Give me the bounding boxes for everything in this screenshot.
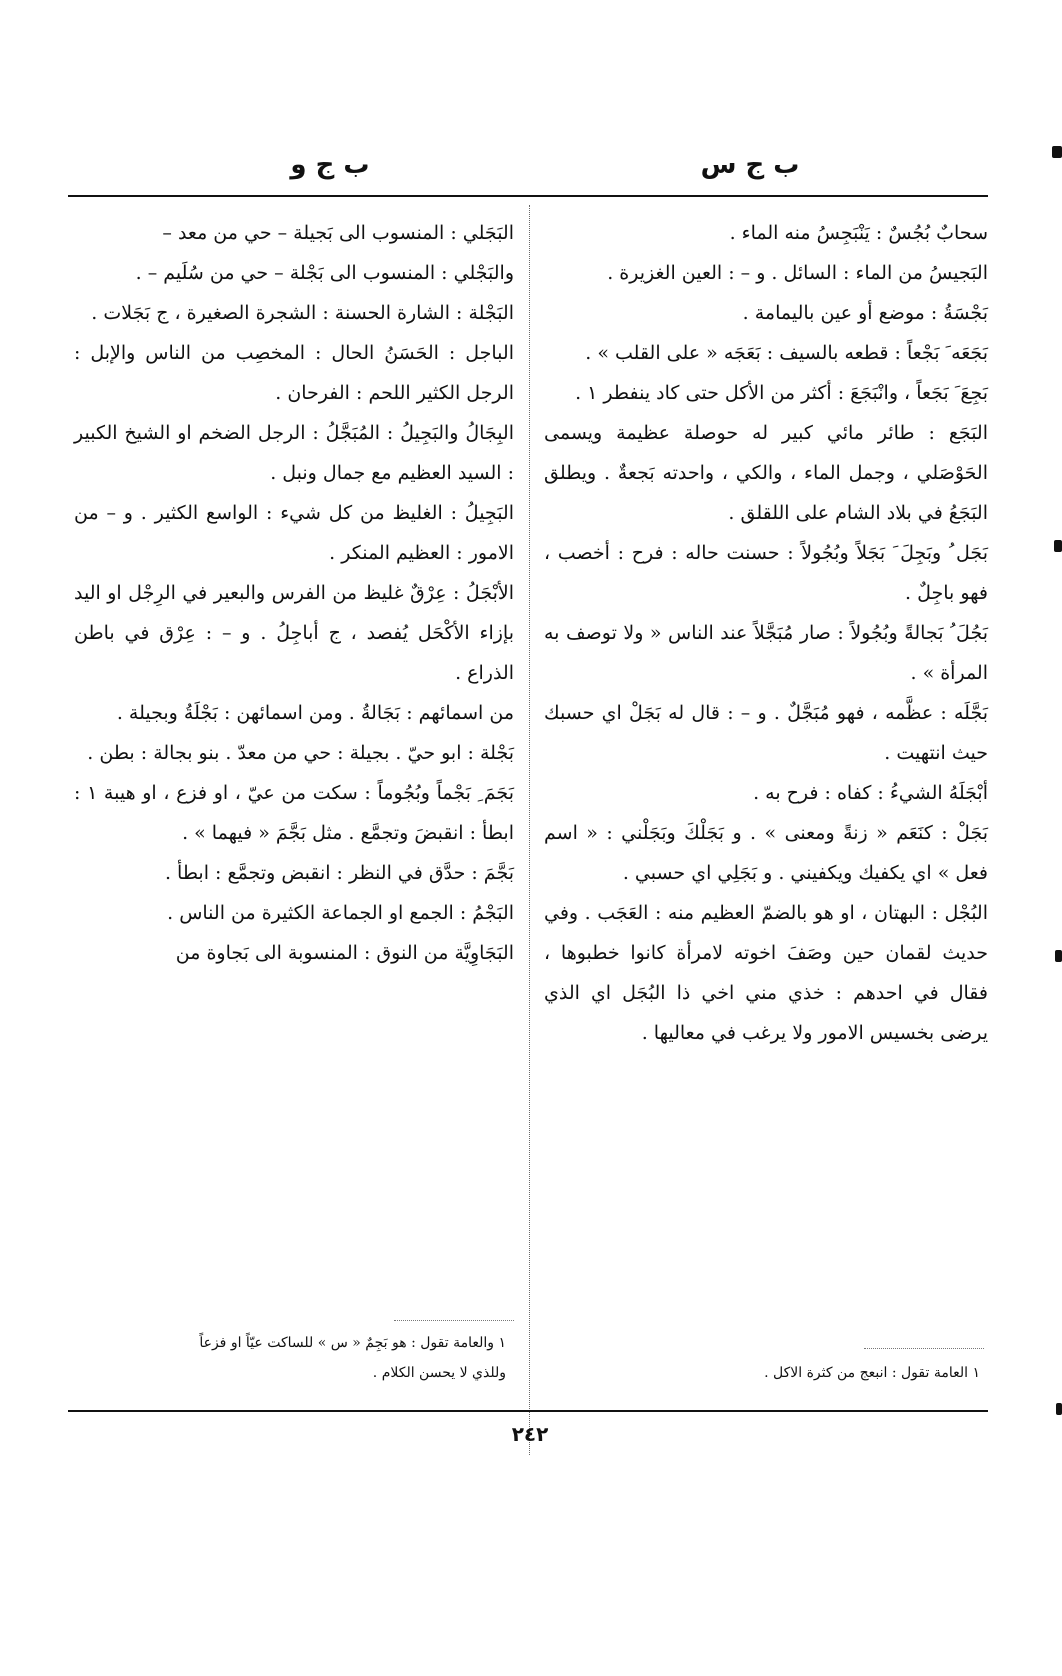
- entry: الأبْجَلُ : عِرْقٌ غليظ من الفرس والبعير في الرِجْل او اليد بإزاء الأكْحَل يُفصد ، ج أباجِلُ . و – : عِرْق في باطن الذراع .: [74, 582, 514, 684]
- entry: البُجْل : البهتان ، او هو بالضمّ العظيم منه : العَجَب . وفي حديث لقمان حين وصَفَ اخوته لامرأة كانوا خطبوها ، فقال في احدهم : خذي مني اخي ذا البُجَل اي الذي يرضى بخسيس الامور ولا يرغب في معاليها .: [544, 902, 988, 1044]
- entry: البَجيسُ من الماء : السائل . و – : العين الغزيرة .: [607, 262, 988, 284]
- entry: البَجْمُ : الجمع او الجماعة الكثيرة من الناس .: [167, 902, 514, 924]
- entry: بَجَلْ : كنَعَم « زنةً ومعنى » . و بَجَلْكَ وبَجَلْني : « اسم فعل » اي يكفيك ويكفيني . و بَجَلِي اي حسبي .: [544, 822, 988, 884]
- entry: بَجْلة : ابو حيّ . بجيلة : حي من معدّ . بنو بجالة : بطن .: [87, 742, 514, 764]
- entry: بَجُلَ ُ بَجالةً وبُجُولاً : صار مُبَجَّلاً عند الناس « ولا توصف به المرأة » .: [544, 622, 988, 684]
- entry: بَجَّلَه : عظَّمه ، فهو مُبَجَّلٌ . و – : قال له بَجَلْ اي حسبك حيث انتهيت .: [544, 702, 988, 764]
- entry: بَجَل ُ وبَجِلَ َ بَجَلاً وبُجُولاً : حسنت حاله : فرح : أخصب ، فهو باجِلٌ .: [544, 542, 988, 604]
- left-footnote: ١ والعامة تقول : هو بَجِمٌ « س » للساكت عيّاً او فزعاً وللذي لا يحسن الكلام .: [199, 1335, 506, 1381]
- header-rule: [68, 195, 988, 197]
- page-number: ٢٤٢: [511, 1422, 549, 1446]
- entry: البَجِيلُ : الغليظ من كل شيء : الواسع الكثير . و – من الامور : العظيم المنكر .: [74, 502, 514, 564]
- entry: البِجَالُ والبَجِيلُ : المُبَجَّلُ : الرجل الضخم او الشيخ الكبير : السيد العظيم مع جمال ونبل .: [74, 422, 514, 484]
- right-footnote: ١ العامة تقول : انبعج من كثرة الاكل .: [764, 1365, 980, 1381]
- edge-mark: [1056, 1403, 1062, 1415]
- column-divider: [529, 205, 530, 1455]
- entry: البَجَع : طائر مائي كبير له حوصلة عظيمة ويسمى الحَوْصَلي ، وجمل الماء ، والكي ، واحدته بَجعةٌ . ويطلق البَجَعُ في بلاد الشام على اللقلق .: [544, 422, 988, 524]
- edge-mark: [1052, 146, 1062, 158]
- footnote-separator: [864, 1348, 984, 1349]
- entry: بَجِعَ َ بَجَعاً ، وانْبَجَعَ : أكثر من الأكل حتى كاد ينفطر ١ .: [575, 382, 988, 404]
- footnote-separator: [394, 1320, 514, 1321]
- entry: أبْجَلَهُ الشيءُ : كفاه : فرح به .: [753, 782, 988, 804]
- footer-rule: [68, 1410, 988, 1412]
- entry: والبَجْلي : المنسوب الى بَجْلة – حي من سُلَيم – .: [135, 262, 514, 284]
- entry: البَجَاوِيَّة من النوق : المنسوبة الى بَجاوة من: [175, 942, 514, 964]
- entry: سحابٌ بُجُسٌ : يَنْبَجِسُ منه الماء .: [729, 222, 988, 244]
- entry: البَجَلي : المنسوب الى بَجيلة – حي من معد –: [162, 222, 514, 244]
- entry: بَجَمَ ِ بَجْماً وبُجُوماً : سكت من عيّ ، او فزع ، او هيبة ١ : ابطأ : انقبضَ وتجمَّع . مثل بَجَّمَ « فيهما » .: [74, 782, 514, 844]
- edge-mark: [1054, 540, 1062, 552]
- left-column-header: ب ج و: [290, 150, 370, 180]
- entry: بَجَّمَ : حدَّق في النظر : انقبض وتجمَّع : ابطأ .: [164, 862, 514, 884]
- entry: البَجْلة : الشارة الحسنة : الشجرة الصغيرة ، ج بَجَلات .: [91, 302, 514, 324]
- left-column: [74, 213, 514, 973]
- edge-mark: [1055, 950, 1062, 962]
- entry: بَجَعَه َ بَجْعاً : قطعه بالسيف : بَعَجَه « على القلب » .: [585, 342, 988, 364]
- entry: من اسمائهم : بَجَالةُ . ومن اسمائهن : بَجْلَةُ وبجيلة .: [116, 702, 514, 724]
- entry: الباجل : الحَسَنُ الحال : المخصِب من الناس والإبل : الرجل الكثير اللحم : الفرحان .: [74, 342, 514, 404]
- right-column-header: ب ج س: [700, 150, 800, 180]
- entry: بَجْسَةُ : موضع أو عين باليمامة .: [742, 302, 988, 324]
- right-column: [544, 213, 988, 1053]
